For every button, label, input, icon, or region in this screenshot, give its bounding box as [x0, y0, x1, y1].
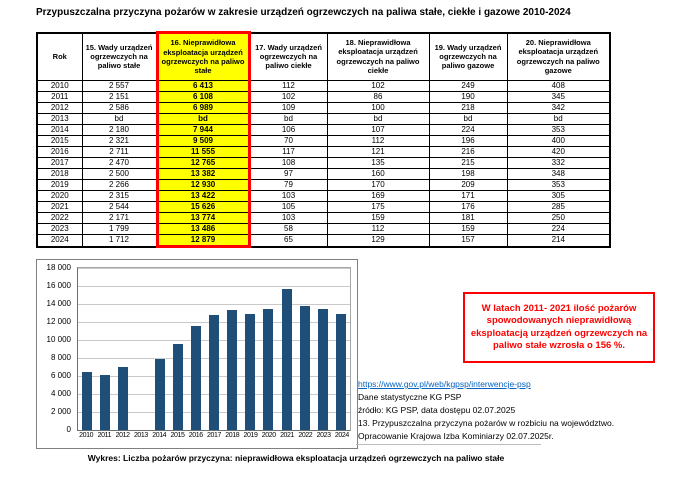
table-row: [37, 81, 610, 92]
table-row: [37, 136, 610, 147]
table-row: [37, 235, 610, 247]
table-cell: 332: [507, 158, 610, 169]
table-row: [37, 125, 610, 136]
x-tick-label: 2019: [243, 432, 258, 439]
table-cell: 129: [327, 235, 429, 247]
table-row: [37, 92, 610, 103]
bar-slot: [332, 268, 350, 430]
column-header: 19. Wady urządzeń ogrzewczych na paliwo gazowe: [429, 33, 507, 81]
table-cell: 2 151: [82, 92, 157, 103]
y-tick-label: 16 000: [46, 281, 71, 290]
table-row: [37, 224, 610, 235]
table-cell: bd: [507, 114, 610, 125]
table-cell: 159: [429, 224, 507, 235]
table-cell: 102: [327, 81, 429, 92]
table-cell: 6 108: [157, 92, 249, 103]
table-cell: 224: [429, 125, 507, 136]
bar-slot: [114, 268, 132, 430]
bar-chart: [36, 259, 358, 449]
table-cell: 2023: [37, 224, 82, 235]
table-cell: 7 944: [157, 125, 249, 136]
table-cell: 353: [507, 125, 610, 136]
table-cell: 105: [249, 202, 327, 213]
bar-slot: [296, 268, 314, 430]
table-cell: 2020: [37, 191, 82, 202]
table-cell: 2012: [37, 103, 82, 114]
table-cell: 11 555: [157, 147, 249, 158]
table-cell: 65: [249, 235, 327, 247]
table-cell: 198: [429, 169, 507, 180]
table-cell: 2017: [37, 158, 82, 169]
table-row: [37, 191, 610, 202]
bar-2022: [300, 306, 310, 430]
table-cell: 2011: [37, 92, 82, 103]
fire-causes-table: [36, 31, 611, 248]
y-tick-label: 8 000: [50, 353, 71, 362]
frame-divider: [356, 444, 541, 445]
bar-2017: [209, 315, 219, 430]
table-cell: 2 544: [82, 202, 157, 213]
table-row: [37, 213, 610, 224]
bar-slot: [132, 268, 150, 430]
table-cell: bd: [327, 114, 429, 125]
table-cell: 420: [507, 147, 610, 158]
table-cell: 2014: [37, 125, 82, 136]
table-cell: 305: [507, 191, 610, 202]
table-cell: 353: [507, 180, 610, 191]
source-link[interactable]: https://www.gov.pl/web/kgpsp/interwencje-psp: [358, 379, 531, 389]
table-cell: 70: [249, 136, 327, 147]
table-row: [37, 202, 610, 213]
table-cell: 2022: [37, 213, 82, 224]
table-cell: 181: [429, 213, 507, 224]
bar-2019: [245, 314, 255, 430]
table-cell: 2 266: [82, 180, 157, 191]
table-row: [37, 103, 610, 114]
column-header: Rok: [37, 33, 82, 81]
bar-slot: [169, 268, 187, 430]
y-tick-label: 12 000: [46, 317, 71, 326]
table-cell: 102: [249, 92, 327, 103]
table-cell: 196: [429, 136, 507, 147]
column-header: 15. Wady urządzeń ogrzewczych na paliwo stałe: [82, 33, 157, 81]
column-header: 18. Nieprawidłowa eksploatacja urządzeń ogrzewczych na paliwo ciekłe: [327, 33, 429, 81]
table-cell: 79: [249, 180, 327, 191]
table-cell: 224: [507, 224, 610, 235]
table-cell: 112: [327, 136, 429, 147]
table-cell: 109: [249, 103, 327, 114]
bar-2011: [100, 375, 110, 430]
y-tick-label: 4 000: [50, 389, 71, 398]
x-tick-label: 2011: [97, 432, 112, 439]
table-row: [37, 114, 610, 125]
table-cell: 2016: [37, 147, 82, 158]
table-cell: 175: [327, 202, 429, 213]
table-cell: 12 765: [157, 158, 249, 169]
table-cell: 13 774: [157, 213, 249, 224]
table-cell: 2019: [37, 180, 82, 191]
table-row: [37, 158, 610, 169]
table-cell: 13 382: [157, 169, 249, 180]
bar-slot: [187, 268, 205, 430]
table-cell: 2015: [37, 136, 82, 147]
table-cell: 2021: [37, 202, 82, 213]
table-cell: 108: [249, 158, 327, 169]
table-cell: 215: [429, 158, 507, 169]
bar-slot: [314, 268, 332, 430]
bar-2016: [191, 326, 201, 430]
bar-slot: [78, 268, 96, 430]
bar-2014: [155, 359, 165, 430]
table-cell: 103: [249, 213, 327, 224]
table-cell: 2018: [37, 169, 82, 180]
table-cell: 121: [327, 147, 429, 158]
table-cell: 169: [327, 191, 429, 202]
bar-2012: [118, 367, 128, 430]
chart-x-axis: [77, 432, 351, 439]
bar-2021: [282, 289, 292, 430]
bar-slot: [205, 268, 223, 430]
table-header-row: [37, 33, 610, 81]
table-cell: 2 470: [82, 158, 157, 169]
table-cell: 9 509: [157, 136, 249, 147]
x-tick-label: 2014: [152, 432, 167, 439]
table-cell: 250: [507, 213, 610, 224]
page-title: Przypuszczalna przyczyna pożarów w zakresie urządzeń ogrzewczych na paliwa stałe, ciekłe i gazowe 2010-2024: [36, 7, 571, 18]
bar-2018: [227, 310, 237, 430]
table-cell: 348: [507, 169, 610, 180]
column-header: 16. Nieprawidłowa eksploatacja urządzeń ogrzewczych na paliwo stałe: [157, 33, 249, 81]
table-cell: 159: [327, 213, 429, 224]
table-cell: 285: [507, 202, 610, 213]
y-tick-label: 2 000: [50, 407, 71, 416]
column-header: 20. Nieprawidłowa eksploatacja urządzeń ogrzewczych na paliwo gazowe: [507, 33, 610, 81]
table-cell: 135: [327, 158, 429, 169]
x-tick-label: 2022: [298, 432, 313, 439]
table-cell: 2 586: [82, 103, 157, 114]
bar-2024: [336, 314, 346, 430]
table-cell: 12 930: [157, 180, 249, 191]
table-cell: 214: [507, 235, 610, 247]
table-cell: 400: [507, 136, 610, 147]
x-tick-label: 2020: [261, 432, 276, 439]
table-cell: 160: [327, 169, 429, 180]
table-cell: 112: [249, 81, 327, 92]
x-tick-label: 2013: [133, 432, 148, 439]
table-cell: 2 711: [82, 147, 157, 158]
table-cell: 171: [429, 191, 507, 202]
x-tick-label: 2012: [115, 432, 130, 439]
x-tick-label: 2015: [170, 432, 185, 439]
table-cell: 2 557: [82, 81, 157, 92]
table-cell: 249: [429, 81, 507, 92]
chart-bars: [78, 268, 350, 430]
table-row: [37, 169, 610, 180]
table-cell: bd: [429, 114, 507, 125]
table-cell: 176: [429, 202, 507, 213]
table-cell: 12 879: [157, 235, 249, 247]
bar-2015: [173, 344, 183, 430]
table-cell: 1 712: [82, 235, 157, 247]
annotation-text: W latach 2011- 2021 ilość pożarów spowodowanych nieprawidłową eksploatacją urządzeń ogrzewczych na paliwo stałe wzrosła o 156 %.: [470, 303, 648, 352]
table-cell: 342: [507, 103, 610, 114]
y-tick-label: 18 000: [46, 263, 71, 272]
table-cell: 345: [507, 92, 610, 103]
x-tick-label: 2021: [280, 432, 295, 439]
table-cell: 13 422: [157, 191, 249, 202]
table-cell: 13 486: [157, 224, 249, 235]
table-cell: 216: [429, 147, 507, 158]
table-cell: 2 315: [82, 191, 157, 202]
chart-y-axis: [37, 260, 74, 436]
table-cell: 170: [327, 180, 429, 191]
bar-slot: [96, 268, 114, 430]
table-cell: 86: [327, 92, 429, 103]
table-cell: 2 171: [82, 213, 157, 224]
bar-2023: [318, 309, 328, 430]
table-cell: 112: [327, 224, 429, 235]
table-cell: 2 500: [82, 169, 157, 180]
table-cell: 2 321: [82, 136, 157, 147]
table-cell: 2013: [37, 114, 82, 125]
table-cell: 2024: [37, 235, 82, 247]
table-cell: 103: [249, 191, 327, 202]
note-line: Opracowanie Krajowa Izba Kominiarzy 02.07.2025r.: [358, 431, 554, 441]
table-cell: 2010: [37, 81, 82, 92]
table-cell: 97: [249, 169, 327, 180]
table-cell: 408: [507, 81, 610, 92]
table-cell: bd: [82, 114, 157, 125]
x-tick-label: 2010: [79, 432, 94, 439]
table-row: [37, 180, 610, 191]
table-cell: 58: [249, 224, 327, 235]
table-cell: 218: [429, 103, 507, 114]
y-tick-label: 0: [66, 425, 71, 434]
chart-caption: Wykres: Liczba pożarów przyczyna: nieprawidłowa eksploatacja urządzeń ogrzewczych na paliwo stałe: [87, 453, 505, 463]
table-row: [37, 147, 610, 158]
table-cell: bd: [157, 114, 249, 125]
bar-slot: [278, 268, 296, 430]
table-cell: 1 799: [82, 224, 157, 235]
note-line-link: [358, 378, 688, 391]
column-header: 17. Wady urządzeń ogrzewczych na paliwo ciekłe: [249, 33, 327, 81]
source-notes: [358, 378, 688, 443]
note-line: 13. Przypuszczalna przyczyna pożarów w rozbiciu na województwo.: [358, 418, 615, 428]
x-tick-label: 2024: [334, 432, 349, 439]
table-cell: 107: [327, 125, 429, 136]
bar-slot: [223, 268, 241, 430]
y-tick-label: 6 000: [50, 371, 71, 380]
table-cell: 209: [429, 180, 507, 191]
y-tick-label: 10 000: [46, 335, 71, 344]
table-cell: bd: [249, 114, 327, 125]
table-cell: 106: [249, 125, 327, 136]
table-cell: 2 180: [82, 125, 157, 136]
x-tick-label: 2023: [316, 432, 331, 439]
note-line: źródło: KG PSP, data dostępu 02.07.2025: [358, 405, 516, 415]
table-cell: 6 413: [157, 81, 249, 92]
bar-slot: [259, 268, 277, 430]
note-line: Dane statystyczne KG PSP: [358, 392, 462, 402]
table-cell: 117: [249, 147, 327, 158]
bar-slot: [241, 268, 259, 430]
table-cell: 190: [429, 92, 507, 103]
x-tick-label: 2017: [207, 432, 221, 439]
table-cell: 15 626: [157, 202, 249, 213]
chart-plot-area: [77, 267, 351, 431]
x-tick-label: 2016: [188, 432, 203, 439]
table-cell: 100: [327, 103, 429, 114]
bar-2010: [82, 372, 92, 430]
table-cell: 6 989: [157, 103, 249, 114]
x-tick-label: 2018: [225, 432, 240, 439]
annotation-box: [463, 292, 655, 363]
y-tick-label: 14 000: [46, 299, 71, 308]
table-cell: 157: [429, 235, 507, 247]
bar-2020: [263, 309, 273, 430]
bar-slot: [151, 268, 169, 430]
